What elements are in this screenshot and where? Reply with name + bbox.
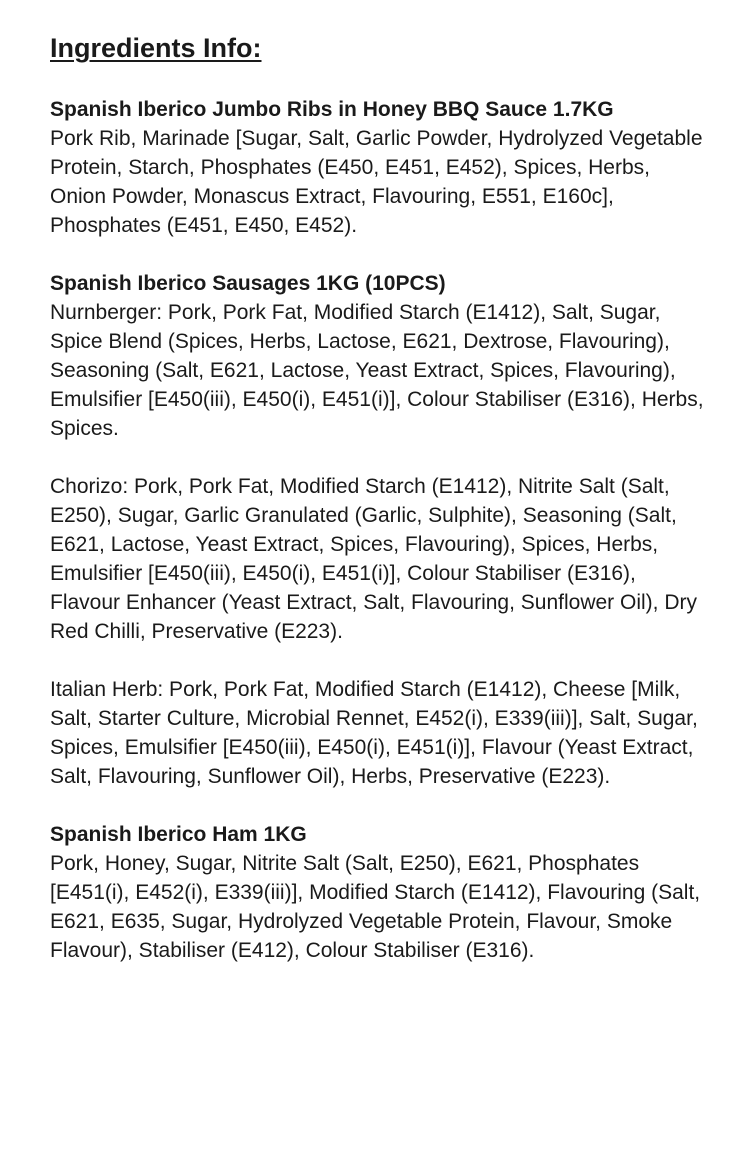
- ingredient-paragraph: Pork, Honey, Sugar, Nitrite Salt (Salt, E250), E621, Phosphates [E451(i), E452(i), E339(iii)], Modified Starch (E1412), Flavouring (Salt, E621, E635, Sugar, Hydrolyzed Vegetable Protein, Flavour, Smoke Flavour), Stabiliser (E412), Colour Stabiliser (E316).: [50, 852, 701, 962]
- product-section-sausages: [50, 269, 710, 791]
- product-section-ham: [50, 820, 710, 965]
- product-name: Spanish Iberico Ham 1KG: [50, 823, 307, 846]
- product-section-jumbo-ribs: [50, 95, 710, 240]
- product-name: Spanish Iberico Jumbo Ribs in Honey BBQ Sauce 1.7KG: [50, 98, 614, 121]
- ingredient-paragraph-chorizo: Chorizo: Pork, Pork Fat, Modified Starch (E1412), Nitrite Salt (Salt, E250), Sugar, Garlic Granulated (Garlic, Sulphite), Seasoning (Salt, E621, Lactose, Yeast Extract, Spices, Flavouring), Spices, Herbs, Emulsifier [E450(iii), E450(i), E451(i)], Colour Stabiliser (E316), Flavour Enhancer (Yeast Extract, Salt, Flavouring, Sunflower Oil), Dry Red Chilli, Preservative (E223).: [50, 475, 697, 643]
- ingredient-paragraph-italian-herb: Italian Herb: Pork, Pork Fat, Modified Starch (E1412), Cheese [Milk, Salt, Starter Culture, Microbial Rennet, E452(i), E339(iii)], Salt, Sugar, Spices, Emulsifier [E450(iii), E450(i), E451(i)], Flavour (Yeast Extract, Salt, Flavouring, Sunflower Oil), Herbs, Preservative (E223).: [50, 678, 698, 788]
- ingredient-paragraph-nurnberger: Nurnberger: Pork, Pork Fat, Modified Starch (E1412), Salt, Sugar, Spice Blend (Spices, Herbs, Lactose, E621, Dextrose, Flavouring), Seasoning (Salt, E621, Lactose, Yeast Extract, Spices, Flavouring), Emulsifier [E450(iii), E450(i), E451(i)], Colour Stabiliser (E316), Herbs, Spices.: [50, 301, 704, 440]
- product-name: Spanish Iberico Sausages 1KG (10PCS): [50, 272, 446, 295]
- ingredient-paragraph: Pork Rib, Marinade [Sugar, Salt, Garlic Powder, Hydrolyzed Vegetable Protein, Starch, Phosphates (E450, E451, E452), Spices, Herbs, Onion Powder, Monascus Extract, Flavouring, E551, E160c], Phosphates (E451, E450, E452).: [50, 127, 703, 237]
- page-title: Ingredients Info:: [50, 33, 262, 63]
